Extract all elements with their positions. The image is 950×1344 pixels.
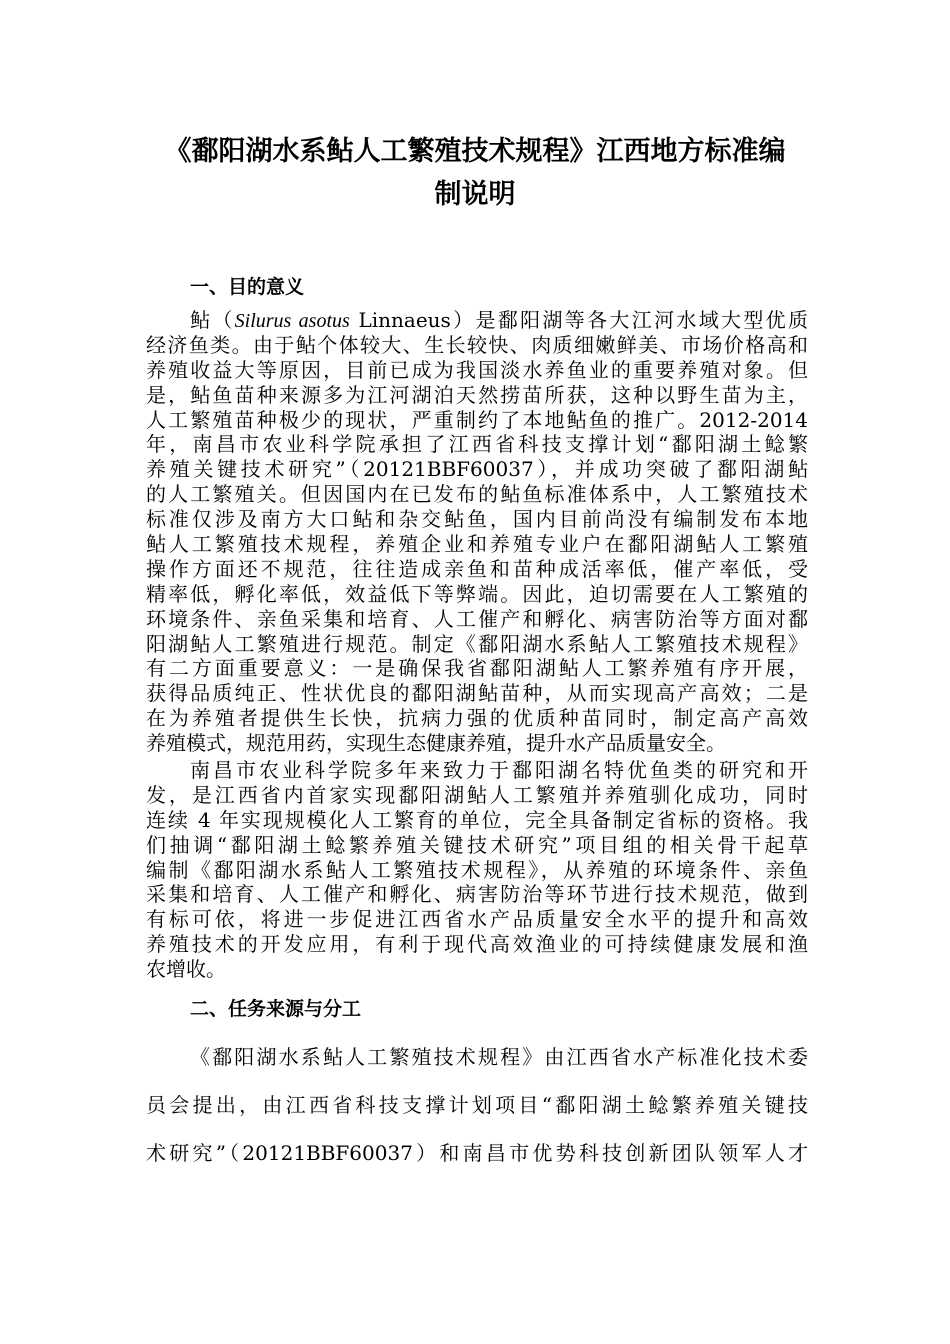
paragraph-line: 养殖关键技术研究”（20121BBF60037），并成功突破了鄱阳湖鲇 bbox=[146, 457, 808, 482]
paragraph-line: 精率低，孵化率低，效益低下等弊端。因此，迫切需要在人工繁殖的 bbox=[146, 581, 808, 606]
paragraph-line: 农增收。 bbox=[146, 957, 226, 982]
paragraph-line: 养殖技术的开发应用，有利于现代高效渔业的可持续健康发展和渔 bbox=[146, 932, 808, 957]
paragraph-line: 鲇人工繁殖技术规程，养殖企业和养殖专业户在鄱阳湖鲇人工繁殖 bbox=[146, 532, 808, 557]
paragraph-line: 南昌市农业科学院多年来致力于鄱阳湖名特优鱼类的研究和开 bbox=[190, 758, 808, 782]
paragraph-line bbox=[146, 308, 808, 333]
paragraph-line: 员会提出，由江西省科技支撑计划项目“鄱阳湖土鲶繁养殖关键技 bbox=[146, 1093, 808, 1117]
paragraph-line: 环境条件、亲鱼采集和培育、人工催产和孵化、病害防治等方面对鄱 bbox=[146, 606, 808, 631]
paragraph-line: 养殖收益大等原因，目前已成为我国淡水养鱼业的重要养殖对象。但 bbox=[146, 357, 808, 382]
paragraph bbox=[146, 1033, 808, 1177]
text: Linnaeus）是鄱阳湖等各大江河水域大型优质 bbox=[349, 308, 809, 332]
paragraph-line: 采集和培育、人工催产和孵化、病害防治等环节进行技术规范，做到 bbox=[146, 882, 808, 907]
paragraph-line: 年，南昌市农业科学院承担了江西省科技支撑计划“鄱阳湖土鲶繁 bbox=[146, 432, 808, 457]
paragraph-line: 人工繁殖苗种极少的现状，严重制约了本地鲇鱼的推广。2012-2014 bbox=[146, 407, 808, 432]
paragraph-line: 连续 4 年实现规模化人工繁育的单位，完全具备制定省标的资格。我 bbox=[146, 807, 808, 832]
species-name: Silurus asotus bbox=[234, 310, 350, 332]
paragraph bbox=[146, 308, 808, 756]
paragraph-line: 术研究”（20121BBF60037）和南昌市优势科技创新团队领军人才 bbox=[146, 1141, 808, 1165]
section-heading: 二、任务来源与分工 bbox=[190, 998, 362, 1020]
paragraph-line: 发，是江西省内首家实现鄱阳湖鲇人工繁殖并养殖驯化成功，同时 bbox=[146, 782, 808, 807]
document-title bbox=[120, 130, 830, 216]
paragraph-line: 阳湖鲇人工繁殖进行规范。制定《鄱阳湖水系鲇人工繁殖技术规程》 bbox=[146, 631, 808, 656]
paragraph-line: 标准仅涉及南方大口鲇和杂交鲇鱼，国内目前尚没有编制发布本地 bbox=[146, 507, 808, 532]
paragraph-line: 有二方面重要意义：一是确保我省鄱阳湖鲇人工繁养殖有序开展， bbox=[146, 656, 808, 681]
paragraph-line: 养殖模式，规范用药，实现生态健康养殖，提升水产品质量安全。 bbox=[146, 731, 726, 756]
paragraph-line: 编制《鄱阳湖水系鲇人工繁殖技术规程》，从养殖的环境条件、亲鱼 bbox=[146, 857, 808, 882]
text: 鲇（ bbox=[190, 308, 235, 332]
paragraph-line: 经济鱼类。由于鲇个体较大、生长较快、肉质细嫩鲜美、市场价格高和 bbox=[146, 332, 808, 357]
paragraph-line: 是，鲇鱼苗种来源多为江河湖泊天然捞苗所获，这种以野生苗为主， bbox=[146, 382, 808, 407]
paragraph-line: 的人工繁殖关。但因国内在已发布的鲇鱼标准体系中，人工繁殖技术 bbox=[146, 482, 808, 507]
paragraph-line: 们抽调“鄱阳湖土鲶繁养殖关键技术研究”项目组的相关骨干起草 bbox=[146, 832, 808, 857]
section-heading: 一、目的意义 bbox=[190, 276, 305, 298]
paragraph-line: 在为养殖者提供生长快，抗病力强的优质种苗同时，制定高产高效 bbox=[146, 706, 808, 731]
paragraph bbox=[146, 758, 808, 982]
paragraph-line: 《鄱阳湖水系鲇人工繁殖技术规程》由江西省水产标准化技术委 bbox=[190, 1045, 808, 1069]
paragraph-line: 获得品质纯正、性状优良的鄱阳湖鲇苗种，从而实现高产高效；二是 bbox=[146, 681, 808, 706]
title-line: 制说明 bbox=[434, 179, 516, 210]
paragraph-line: 有标可依，将进一步促进江西省水产品质量安全水平的提升和高效 bbox=[146, 907, 808, 932]
paragraph-line: 操作方面还不规范，往往造成亲鱼和苗种成活率低，催产率低，受 bbox=[146, 556, 808, 581]
title-line: 《鄱阳湖水系鲇人工繁殖技术规程》江西地方标准编 bbox=[164, 136, 786, 167]
